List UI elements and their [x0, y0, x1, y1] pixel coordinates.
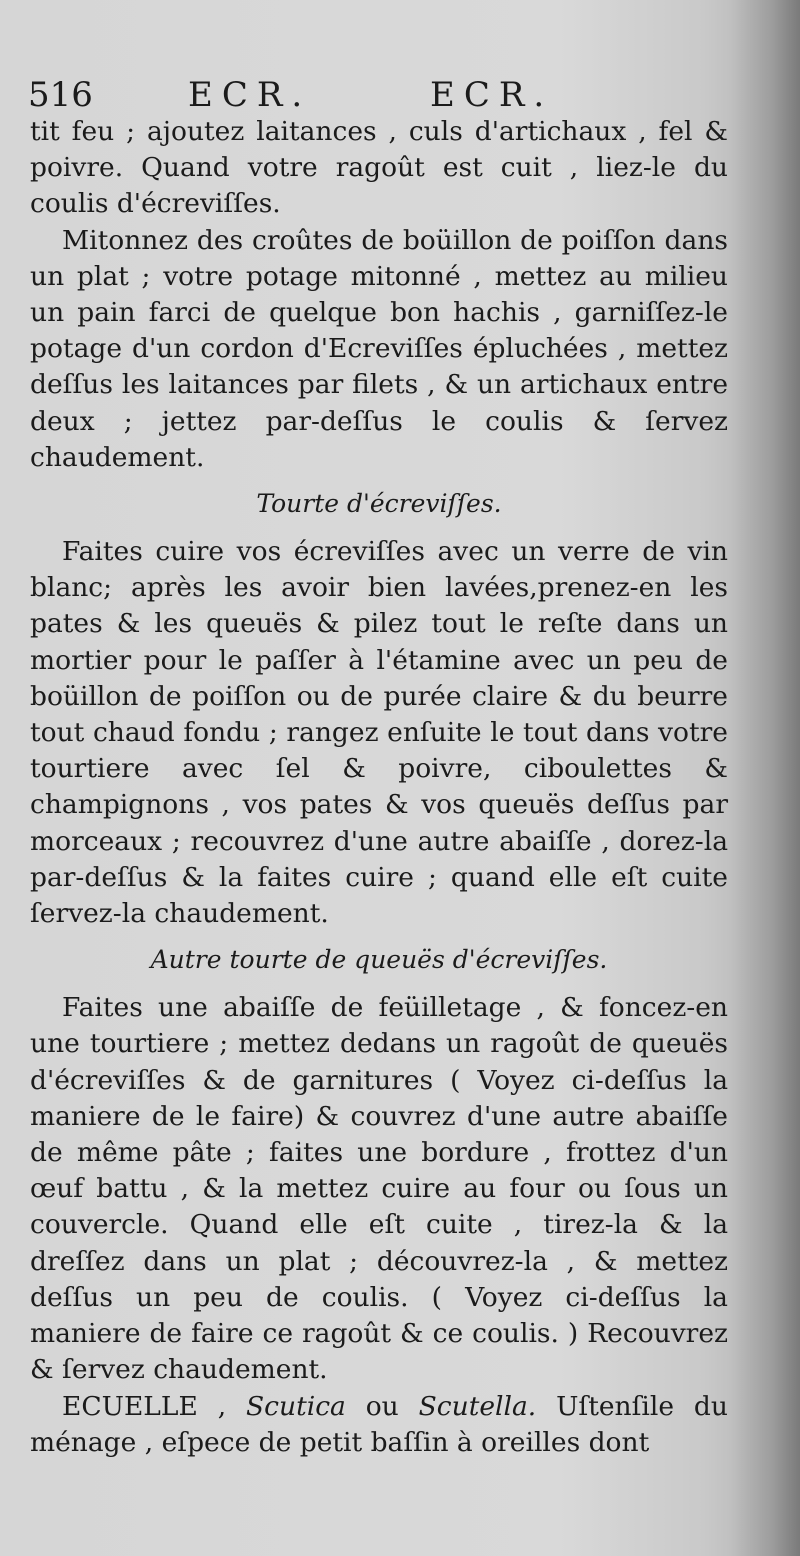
latin-term-scutica: Scutica [246, 1390, 346, 1422]
paragraph-continuation: tit feu ; ajoutez laitances , culs d'artichaux , fel & poivre. Quand votre ragoût est cuit , liez-le du coulis d'écreviſſes. [30, 116, 728, 220]
running-head-left: ECR. [188, 75, 312, 115]
section-title-autre-tourte: Autre tourte de queuës d'écreviſſes. [150, 945, 608, 975]
page-body [30, 114, 728, 1461]
paragraph-potage: Mitonnez des croûtes de boüillon de poiſſon dans un plat ; votre potage mitonné , mettez au milieu un pain farci de quelque bon hachis , garniſſez-le potage d'un cordon d'Ecreviſſes épluchées , mettez deſſus les laitances par filets , & un artichaux entre deux ; jettez par-deſſus le coulis & ſervez chaudement. [30, 224, 728, 473]
entry-definition: Uſtenſile du ménage , eſpece de petit baſſin à oreilles dont [30, 1390, 728, 1458]
page-edge-shadow [730, 0, 800, 1556]
latin-term-scutella: Scutella. [418, 1390, 537, 1422]
paragraph-tourte: Faites cuire vos écreviſſes avec un verre de vin blanc; après les avoir bien lavées,prenez-en les pates & les queuës & pilez tout le reſte dans un mortier pour le paſſer à l'étamine avec un peu de boüillon de poiſſon ou de purée claire & du beurre tout chaud fondu ; rangez enſuite le tout dans votre tourtiere avec ſel & poivre, ciboulettes & champignons , vos pates & vos queuës deſſus par morceaux ; recouvrez d'une autre abaiſſe , dorez-la par-deſſus & la faites cuire ; quand elle eſt cuite ſervez-la chaudement. [30, 536, 728, 930]
section-title-tourte: Tourte d'écreviſſes. [256, 489, 502, 519]
page-header [28, 72, 768, 118]
paragraph-autre-tourte: Faites une abaiſſe de feüilletage , & foncez-en une tourtiere ; mettez dedans un ragoût de queuës d'écreviſſes & de garnitures ( Voyez ci-deſſus la maniere de le faire) & couvrez d'une autre abaiſſe de même pâte ; faites une bordure , frottez d'un œuf battu , & la mettez cuire au four ou ſous un couvercle. Quand elle eſt cuite , tirez-la & la dreſſez dans un plat ; découvrez-la , & mettez deſſus un peu de coulis. ( Voyez ci-deſſus la maniere de faire ce ragoût & ce coulis. ) Recouvrez & ſervez chaudement. [30, 992, 728, 1386]
paragraph-ecuelle [30, 1389, 728, 1461]
conjunction-ou: ou [365, 1390, 399, 1422]
entry-headword: ECUELLE , [62, 1390, 227, 1422]
running-head-right: ECR. [430, 75, 554, 115]
page-number: 516 [28, 75, 93, 115]
